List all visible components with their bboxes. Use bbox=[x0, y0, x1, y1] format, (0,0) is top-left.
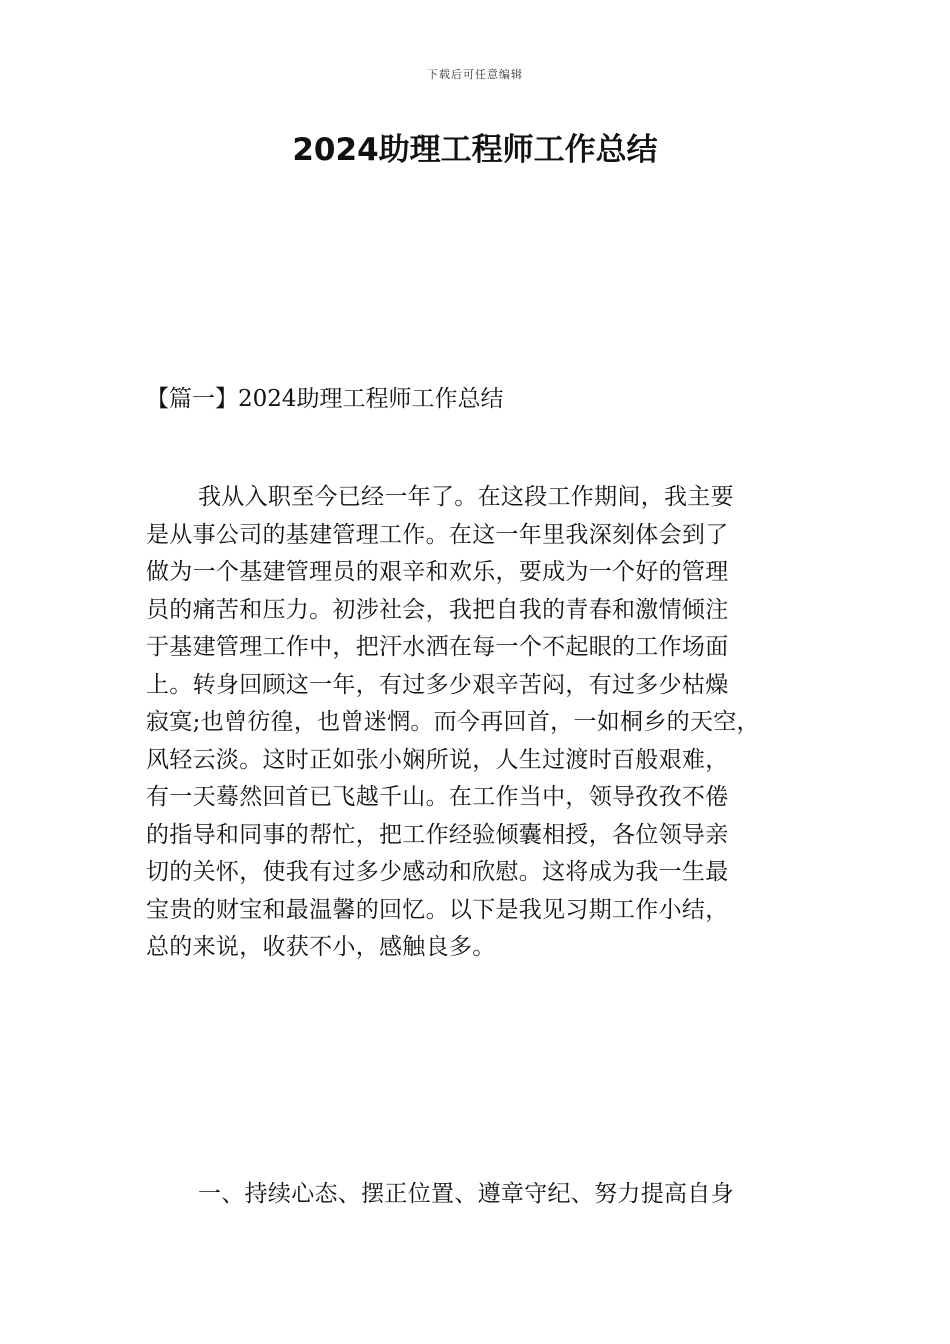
paragraph-line: 做为一个基建管理员的艰辛和欢乐，要成为一个好的管理 bbox=[146, 559, 729, 585]
paragraph-line: 总的来说，收获不小，感触良多。 bbox=[146, 934, 496, 960]
item-heading: 一、持续心态、摆正位置、遵章守纪、努力提高自身 bbox=[198, 1181, 734, 1207]
paragraph-line: 上。转身回顾这一年，有过多少艰辛苦闷，有过多少枯燥 bbox=[146, 671, 729, 698]
paragraph-line: 寂寞;也曾彷徨，也曾迷惘。而今再回首，一如桐乡的天空， bbox=[146, 709, 760, 735]
paragraph-line: 有一天蓦然回首已飞越千山。在工作当中，领导孜孜不倦 bbox=[146, 784, 729, 810]
paragraph-line: 的指导和同事的帮忙，把工作经验倾囊相授，各位领导亲 bbox=[146, 821, 729, 848]
paragraph-line: 风轻云淡。这时正如张小娴所说，人生过渡时百般艰难， bbox=[146, 746, 729, 773]
paragraph-line: 切的关怀，使我有过多少感动和欣慰。这将成为我一生最 bbox=[146, 859, 729, 885]
paragraph-line: 我从入职至今已经一年了。在这段工作期间，我主要 bbox=[198, 484, 734, 510]
paragraph-line: 是从事公司的基建管理工作。在这一年里我深刻体会到了 bbox=[146, 521, 729, 548]
paragraph-line: 宝贵的财宝和最温馨的回忆。以下是我见习期工作小结， bbox=[146, 896, 729, 923]
body-paragraph bbox=[146, 479, 846, 967]
paragraph-line: 员的痛苦和压力。初涉社会，我把自我的青春和激情倾注 bbox=[146, 596, 729, 623]
paragraph-line: 于基建管理工作中，把汗水洒在每一个不起眼的工作场面 bbox=[146, 634, 729, 660]
section-heading: 【篇一】2024助理工程师工作总结 bbox=[146, 386, 504, 412]
header-note: 下载后可任意编辑 bbox=[427, 68, 523, 81]
document-title: 2024助理工程师工作总结 bbox=[292, 132, 658, 168]
